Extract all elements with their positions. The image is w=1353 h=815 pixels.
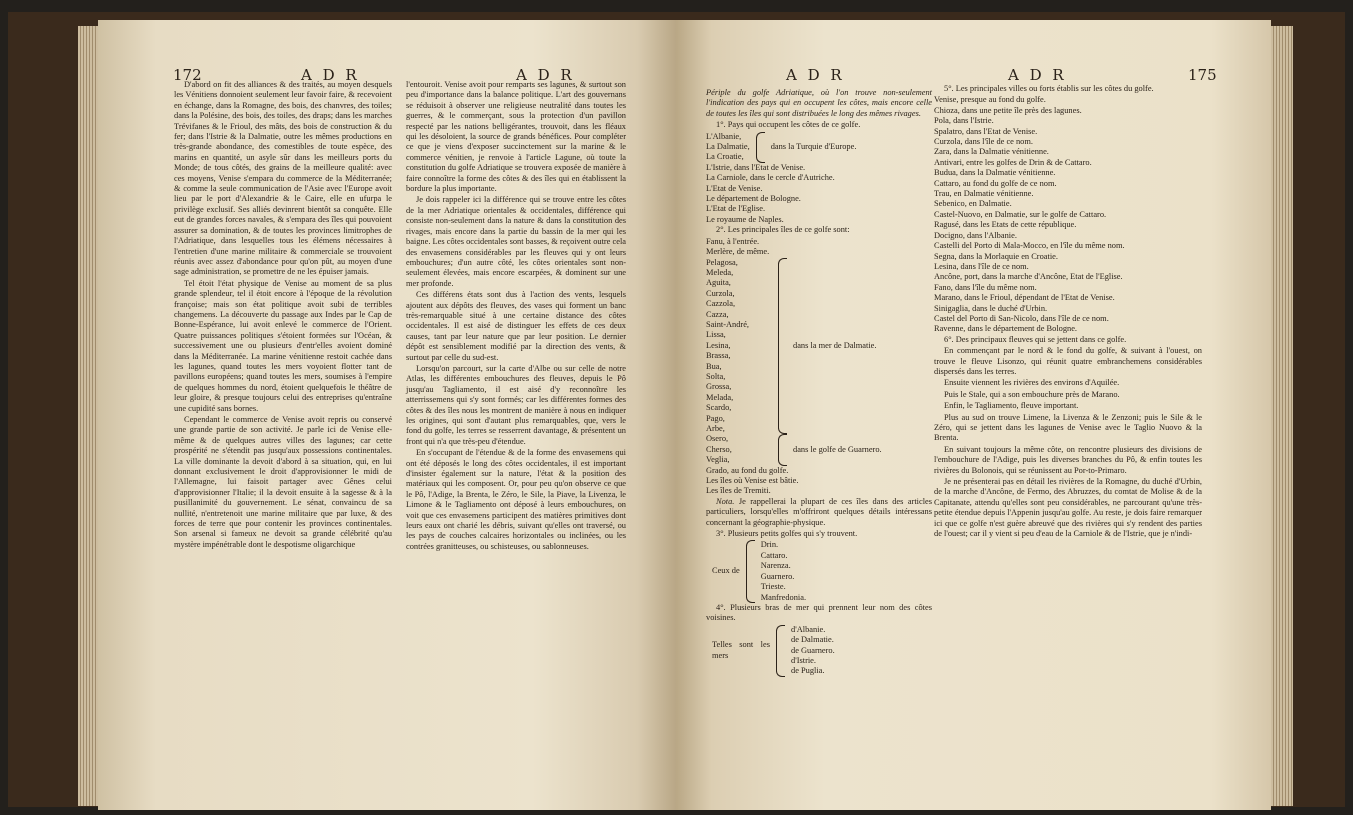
list-item: Spalatro, dans l'Etat de Venise. [934,126,1038,136]
brace-label: dans la Turquie d'Europe. [770,142,857,152]
list-item: Chioza, dans une petite île près des lagunes. [934,105,1082,115]
running-head-right-col1: A D R [786,66,845,84]
left-column-1 [174,80,392,551]
list-item: La Dalmatie, [706,142,750,152]
nota-text: Je rappellerai la plupart de ces îles dans des articles particuliers, lorsqu'elles m'offriront quelques détails intéressans concernant la géographie-physique. [706,496,932,527]
running-head-right-col2: A D R [1008,66,1067,84]
list-item: Ancône, port, dans la marche d'Ancône, Etat de l'Eglise. [934,272,1123,282]
list-item: L'Etat de Venise. [706,183,763,193]
list-item: Les îles où Venise est bâtie. [706,476,799,486]
paragraph: Je ne présenterai pas en détail les rivières de la Romagne, du duché d'Urbin, de la marche d'Ancône, de Fermo, des Abruzzes, du comtat de Molise & de la Capitanate, attendu qu'elles sont peu considérables, ne parcourant qu'une très-petite étendue depuis l'Appenin jusqu'au golfe. Au reste, je dois faire remarquer ici que ce golfe n'est guère abreuvé que des rivières qui s'y rendent des parties de l'ouest; car il y vient si peu d'eau de la Carniole & de l'Istrie, que je n'indi- [934,477,1202,539]
right-column-1 [706,88,932,677]
section-title: 4°. Plusieurs bras de mer qui prennent leur nom des côtes voisines. [706,602,932,623]
page-number-left: 172 [173,66,202,84]
brace-label: Ceux de [712,566,740,576]
left-page [98,20,678,810]
paragraph: Lorsqu'on parcourt, sur la carte d'Albe ou sur celle de notre Atlas, les différentes embouchures des fleuves, depuis le Pô jusqu'au Tagliamento, il est aisé d'y reconnoître les atterrissemens qui s'y sont formés; car les différentes formes des côtes & des îles nous les montrent de manière à nous en indiquer les origines, qui sont d'autant plus remarquables, que, vers le fond du golfe, les terres se resserrent davantage, & présentent un front qui n'a que très-peu d'étendue. [406,363,626,446]
section-title: 3°. Plusieurs petits golfes qui s'y trouvent. [716,529,858,539]
paragraph: Plus au sud on trouve Limene, la Livenza & le Zenzoni; puis le Sile & le Zéro, qui se jettent dans les lagunes de Venise avec le Taglio Nuovo & la Brenta. [934,412,1202,443]
gulfs-group [706,540,932,602]
list-item: Venise, presque au fond du golfe. [934,95,1046,105]
paragraph: Ensuite viennent les rivières des environs d'Aquilée. [944,378,1120,388]
running-head-left-col2: A D R [516,66,575,84]
brace-label: dans la mer de Dalmatie. [793,340,877,350]
list-item: Drin. [760,540,779,550]
paragraph: Ces différens états sont dus à l'action des vents, lesquels ajoutent aux dépôts des fleuves, des vases qui forment un banc très-remarquable situé à une certaine distance des côtes occidentales. Il est aisé de distinguer les effets de ces deux causes, tant par leur nature que par leur position. Le dernier dépôt est sensiblement modifié par la direction des vents, & surtout par celle du sud-est. [406,290,626,362]
brace-label: Telles sont les mers [712,640,770,660]
list-item: Cazzola, [706,299,736,309]
list-item: Osero, [706,434,729,444]
list-item: Sinigaglia, dans le duché d'Urbin. [934,303,1048,313]
book-spread [8,12,1345,807]
paragraph: Je dois rappeler ici la différence qui se trouve entre les côtes de la mer Adriatique orientales & occidentales, différence qui consiste non-seulement dans la nature & dans la constitution des rivages, mais encore dans la partie du bassin de la mer qui les baigne. Les côtes occidentales sont basses, & reçoivent outre cela des envasemens considérables par les fleuves qui y ont leurs embouchures; d'un autre côté, les côtes orientales sont non-seulement élevées, mais encore escarpées, & dominent sur une mer profonde. [406,195,626,288]
islands-group [706,258,932,435]
list-item: Brassa, [706,351,731,361]
paragraph: D'abord on fit des alliances & des traités, au moyen desquels les Vénitiens donnoient seulement leur favoir faire, & recevoient en échange, dans la Romagne, des bois, des chanvres, des toiles; dans la Polésine, des bois, des toiles, des draps; dans les marches Trévifanes & le Frioul, des mâts, des bois de construction & du fer; dans l'Istrie & la Dalmatie, outre les mêmes productions en très-grande abondance, des comestibles de toute espèce, des marins en quantité, un asyle sûr dans les meilleurs ports du Monde; de tous côtés, des grains de la meilleure qualité: avec ces moyens, Venise s'empara du commerce de la Méditerranée; & comme la seule communication de l'Asie avec l'Europe avoit lieu par le port d'Alexandrie & le Caire, elle en ufurpa le privilège exclusif. Ses alliés devinrent bientôt sa conquête. Elle eut de grandes forces navales, & s'empara des îles qui pouvoient assurer sa domination, & de toutes les provinces limitrophes de l'Adriatique, dans lesquelles tous les élémens nécessaires à l'entretien d'une marine militaire & commerciale se trouvoient réunis avec assez d'abondance pour qu'on pût, au moyen d'une sage administration, se promettre de ne les épuiser jamais. [174,80,392,277]
list-item: Narenza. [760,561,791,571]
list-item: Cazza, [706,309,729,319]
list-item: Arbe, [706,424,725,433]
list-item: Melada, [706,392,734,402]
page-number-right: 175 [1188,66,1217,84]
islands-group-guarnero [706,434,932,465]
list-item: Marano, dans le Frioul, dépendant de l'Etat de Venise. [934,293,1115,303]
brace [776,625,785,677]
list-item: L'Istrie, dans l'Etat de Venise. [706,162,806,172]
section-title: 6°. Des principaux fleuves qui se jettent dans ce golfe. [944,334,1127,344]
brace [756,132,765,163]
list-item: Lesina, [706,340,731,350]
list-item: Castelli del Porto di Mala-Mocco, en l'île du même nom. [934,241,1125,251]
list-item: Fanu, à l'entrée. [706,236,760,246]
brace-label: dans le golfe de Guarnero. [793,444,882,454]
list-item: Segna, dans la Morlaquie en Croatie. [934,251,1058,261]
list-item: La Croatie, [706,152,744,162]
nota-label: Nota. [716,496,735,506]
section-title: 1°. Pays qui occupent les côtes de ce golfe. [716,120,861,130]
list-item: Pelagosa, [706,257,738,267]
list-item: Solta, [706,371,726,381]
list-item: L'Etat de l'Eglise. [706,204,766,214]
list-item: Grado, au fond du golfe. [706,465,789,475]
list-item: Lesina, dans l'île de ce nom. [934,261,1029,271]
countries-group [706,132,932,163]
brace [746,540,755,602]
section-title: 5°. Les principales villes ou forts établis sur les côtes du golfe. [944,84,1154,93]
paragraph: l'entouroit. Venise avoit pour remparts ses lagunes, & surtout son peu d'importance dans la balance politique. L'art des gouvernans se réduisoit à observer une religieuse neutralité dans toutes les guerres, & le commerçant, sous la protection d'un pavillon respecté par les nations belligérantes, trouvoit, dans les fléaux qui les désoloient, la source de grands bénéfices. Pour compléter ce que je viens d'exposer succinctement sur la marine & le commerce vénitien, je renvoie à l'article Lagune, où toute la constitution du golfe Adriatique se trouvera exposée de manière à faire connoître la forme des côtes & des îles qui en établissent la bordure la plus importante. [406,80,626,194]
list-item: Lissa, [706,330,726,340]
list-item: Bua, [706,361,722,371]
list-item: Sebenico, en Dalmatie. [934,199,1012,209]
list-item: Curzola, [706,288,735,298]
list-item: d'Albanie. [791,624,826,634]
paragraph: En commençant par le nord & le fond du golfe, & suivant à l'ouest, on trouve le fleuve Lisonzo, qui réunit quatre embranchemens considérables dispersés dans les terres. [934,346,1202,376]
list-item: Docigno, dans l'Albanie. [934,230,1017,240]
list-item: Meleda, [706,267,734,277]
list-item: Manfredonia. [760,592,807,602]
paragraph: Cependant le commerce de Venise avoit repris ou conservé une grande partie de son activité. Je parle ici de Venise elle-même & de quelques autres villes des lagunes; car cette prospérité ne s'étendit pas jusqu'aux possessions continentales. La ville dominante la devoit d'abord à sa situation, qui, en lui donnant exclusivement le droit d'approvisionner le midi de l'Allemagne, lui faisoit partager avec Gênes celui d'approvisionner l'Italie; il la devoit ensuite à la sagesse & à la pusillanimité du gouvernement. Le sénat, convaincu de sa nullité, n'entretenoit une marine militaire que par luxe, & des forces de terre que pour contenir les provinces continentales. Son arsenal si fameux ne devoit sa grande célébrité qu'au mystère impénétrable dont le despotisme oligarchique [174,415,392,549]
list-item: Pago, [706,413,725,423]
list-item: Cattaro. [760,550,788,560]
list-item: Grossa, [706,382,732,392]
list-item: Fano, dans l'île du même nom. [934,282,1037,292]
list-item: de Guarnero. [791,645,835,655]
list-item: Cherso, [706,444,732,454]
list-item: Zara, dans la Dalmatie vénitienne. [934,147,1049,157]
section-title: 2°. Les principales îles de ce golfe sont: [716,225,850,235]
list-item: de Dalmatie. [791,635,834,645]
list-item: Saint-André, [706,319,750,329]
left-column-2 [406,80,626,553]
list-item: Aguita, [706,278,731,288]
list-item: d'Istrie. [791,655,816,665]
list-item: Castel del Porto di San-Nicolo, dans l'île de ce nom. [934,313,1109,323]
list-item: Le royaume de Naples. [706,214,784,224]
left-page-edges [78,26,98,806]
list-item: Les îles de Tremiti. [706,486,771,496]
list-item: Scardo, [706,403,732,413]
section-intro: Périple du golfe Adriatique, où l'on trouve non-seulement l'indication des pays qui en occupent les côtes, mais encore celle de toutes les îles qui sont distribuées le long des mêmes rivages. [706,88,932,118]
right-page [676,20,1271,810]
right-page-edges [1271,26,1293,806]
list-item: Guarnero. [760,571,795,581]
list-item: Le département de Bologne. [706,194,801,204]
list-item: La Carniole, dans le cercle d'Autriche. [706,173,835,183]
paragraph: En s'occupant de l'étendue & de la forme des envasemens qui ont été déposés le long des côtes occidentales, il est important d'insister également sur la nature, l'état & la position des matériaux qui les composent. Or, pour peu qu'on observe ce que le Pô, l'Adige, la Brenta, le Zéro, le Sile, la Piave, la Livenza, le Limone & le Tagliamento ont déposé à leurs embouchures, on voit que ces envasemens participent des matières primitives dont leurs eaux ont charié les débris, suivant qu'elles ont traversé, ou les pays de couches calcaires horizontales ou inclinées, ou les contrées granitteuses, ou schisteuses, ou sablonneuses. [406,448,626,551]
list-item: L'Albanie, [706,131,742,141]
paragraph: Enfin, le Tagliamento, fleuve important. [944,401,1079,411]
list-item: Ragusé, dans les Etats de cette république. [934,220,1077,230]
brace [778,434,787,465]
brace [778,258,787,435]
paragraph: Puis le Stale, qui a son embouchure près de Marano. [944,389,1120,399]
list-item: Budua, dans la Dalmatie vénitienne. [934,168,1056,178]
paragraph: Tel étoit l'état physique de Venise au moment de sa plus grande splendeur, tel il étoit encore à l'époque de la révolution françoise; mais son état politique avoit subi de terribles changemens. La découverte du passage aux Indes par le Cap de Bonne-Espérance, lui avoit enlevé le commerce de l'Orient. Quatre puissances politiques s'étoient formées sur l'Océan, & successivement une ou plusieurs d'entr'elles avoient dominé dans la Méditerranée. La marine vénitienne restoit cachée dans les lagunes, quand toutes les mers voyoient flotter tant de pavillons européens; quand toutes les mers, soumises à l'empire de quelques hommes du nord, étoient quelquefois le théâtre de leur gloire, & presque toujours celui des entreprises qu'entraîne une cupidité sans bornes. [174,278,392,413]
running-head-left-col1: A D R [301,66,360,84]
list-item: Veglia, [706,455,730,465]
right-column-2 [934,84,1202,540]
list-item: Pola, dans l'Istrie. [934,116,994,126]
seas-group [706,625,932,677]
paragraph: En suivant toujours la même côte, on rencontre plusieurs des divisions de l'embouchure de l'Adige, puis les diverses branches du Pô, & enfin toutes les rivières du Bolonois, qui se réunissent au Por-to-Primaro. [934,444,1202,475]
list-item: Merlère, de même. [706,247,770,257]
list-item: Castel-Nuovo, en Dalmatie, sur le golfe de Cattaro. [934,209,1107,219]
list-item: Antivari, entre les golfes de Drin & de Cattaro. [934,157,1092,167]
list-item: Trau, en Dalmatie vénitienne. [934,189,1034,199]
list-item: Cattaro, au fond du golfe de ce nom. [934,178,1057,188]
list-item: Trieste. [760,582,786,592]
list-item: Curzola, dans l'île de ce nom. [934,137,1033,147]
list-item: de Puglia. [791,666,825,676]
list-item: Ravenne, dans le département de Bologne. [934,324,1078,334]
